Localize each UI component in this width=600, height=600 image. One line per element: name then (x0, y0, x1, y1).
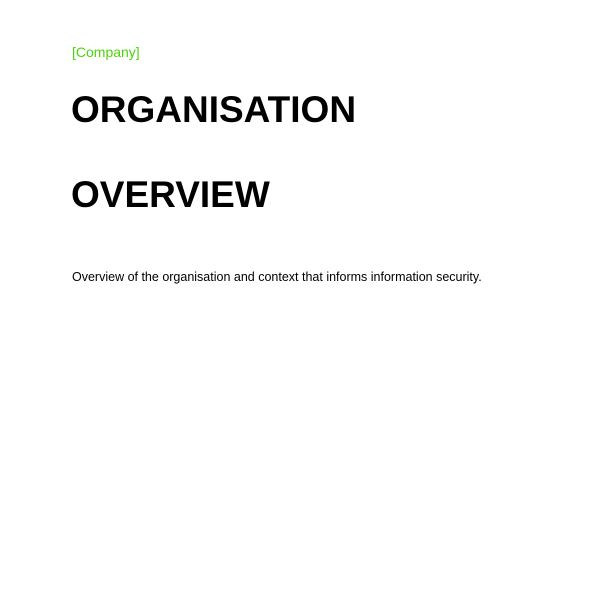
company-placeholder: [Company] (72, 44, 140, 60)
document-title-line-2: OVERVIEW (71, 174, 270, 215)
document-title-line-1: ORGANISATION (71, 89, 357, 130)
document-description: Overview of the organisation and context that informs information security. (72, 270, 482, 284)
